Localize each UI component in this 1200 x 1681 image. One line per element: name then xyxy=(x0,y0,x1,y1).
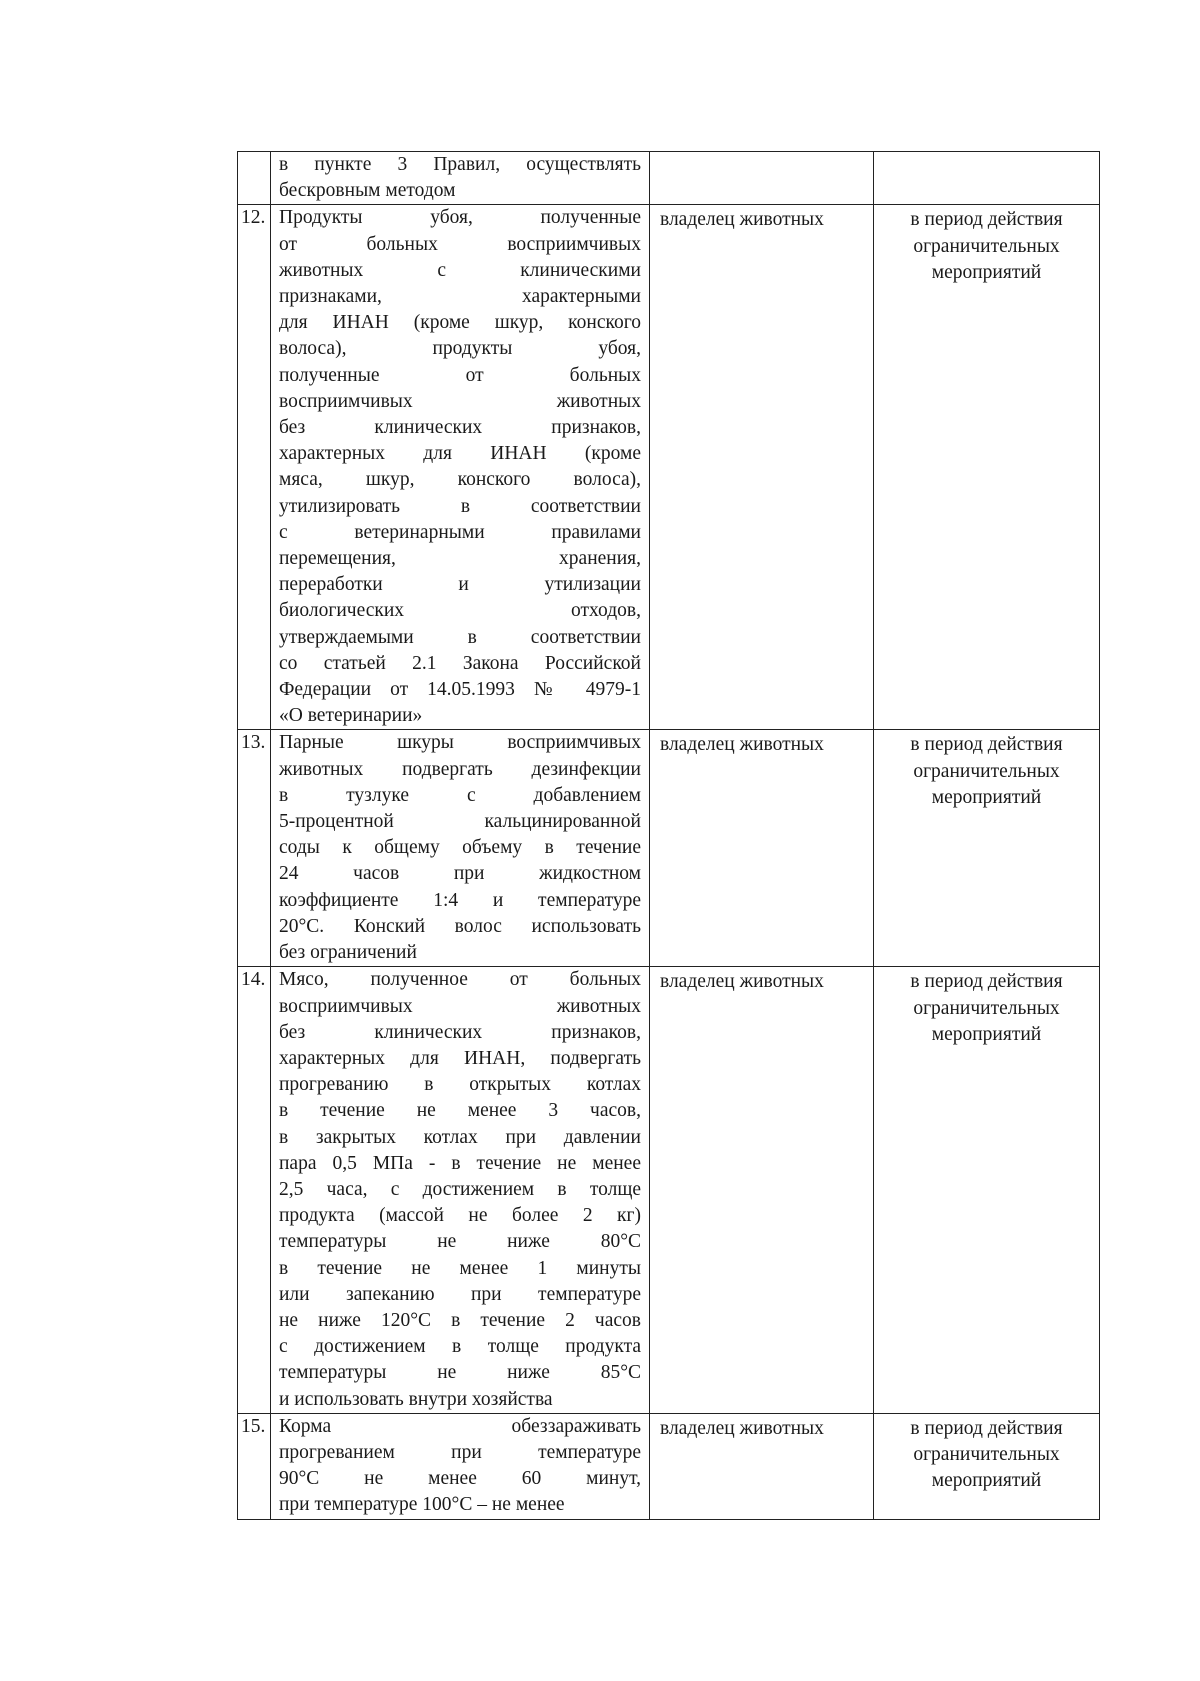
measure-text-line: температуры не ниже 80°С xyxy=(279,1231,641,1253)
row-number xyxy=(238,152,271,205)
measure-text-line: Парные шкуры восприимчивых xyxy=(279,732,641,754)
measure-text-line: характерных для ИНАН (кроме xyxy=(279,443,641,465)
row-number: 13. xyxy=(238,730,271,967)
measure-text-line: Корма обеззараживать xyxy=(279,1415,641,1437)
measure-text-line: 20°С. Конский волос использовать xyxy=(279,915,641,937)
measure-text-line: коэффициенте 1:4 и температуре xyxy=(279,889,641,911)
measure-text-line: полученные от больных xyxy=(279,364,641,386)
measure-text-line: в течение не менее 1 минуты xyxy=(279,1257,641,1279)
measure-text-line: переработки и утилизации xyxy=(279,574,641,596)
measure-text-line: «О ветеринарии» xyxy=(279,705,423,727)
measure-text-line: мяса, шкур, конского волоса), xyxy=(279,469,641,491)
table-row xyxy=(238,152,1100,205)
measure-text-line: утилизировать в соответствии xyxy=(279,495,641,517)
period-line: в период действия xyxy=(910,734,1063,756)
measure-text-line: без ограничений xyxy=(279,942,417,964)
measure-text xyxy=(271,1413,650,1519)
measure-text-line: или запеканию при температуре xyxy=(279,1283,641,1305)
table-row xyxy=(238,967,1100,1413)
measure-text-line: Мясо, полученное от больных xyxy=(279,969,641,991)
measure-text-line: в течение не менее 3 часов, xyxy=(279,1100,641,1122)
measure-text-line: животных с клиническими xyxy=(279,259,641,281)
responsible-party: владелец животных xyxy=(650,205,874,730)
measure-text-line: и использовать внутри хозяйства xyxy=(279,1388,553,1410)
measure-text-line: перемещения, хранения, xyxy=(279,548,641,570)
measure-text-line: характерных для ИНАН, подвергать xyxy=(279,1047,641,1069)
measure-text-line: не ниже 120°С в течение 2 часов xyxy=(279,1309,641,1331)
measure-text-line: в тузлуке с добавлением xyxy=(279,784,641,806)
period-cell xyxy=(874,967,1100,1413)
period-line: мероприятий xyxy=(931,261,1042,283)
period-cell xyxy=(874,730,1100,967)
measure-text-line: животных подвергать дезинфекции xyxy=(279,758,641,780)
measure-text-line: 90°С не менее 60 минут, xyxy=(279,1468,641,1490)
period-line: ограничительных xyxy=(913,760,1060,782)
measure-text-line: при температуре 100°С – не менее xyxy=(279,1494,565,1516)
table-row xyxy=(238,730,1100,967)
measure-text-line: восприимчивых животных xyxy=(279,390,641,412)
period-line: мероприятий xyxy=(931,1023,1042,1045)
measure-text-line: утверждаемыми в соответствии xyxy=(279,626,641,648)
table-row xyxy=(238,1413,1100,1519)
measure-text-line: для ИНАН (кроме шкур, конского xyxy=(279,312,641,334)
measure-text-line: признаками, характерными xyxy=(279,286,641,308)
period-line: в период действия xyxy=(910,971,1063,993)
period-cell xyxy=(874,205,1100,730)
period-line: мероприятий xyxy=(931,786,1042,808)
measure-text-line: биологических отходов, xyxy=(279,600,641,622)
measure-text-line: Продукты убоя, полученные xyxy=(279,207,641,229)
table-row xyxy=(238,205,1100,730)
period-cell xyxy=(874,1413,1100,1519)
measure-text-line: прогреванием при температуре xyxy=(279,1441,641,1463)
measure-text-line: прогреванию в открытых котлах xyxy=(279,1074,641,1096)
measure-text-line: с ветеринарными правилами xyxy=(279,521,641,543)
period-cell xyxy=(874,152,1100,205)
period-line: ограничительных xyxy=(913,1443,1060,1465)
responsible-party: владелец животных xyxy=(650,967,874,1413)
measure-text-line: с достижением в толще продукта xyxy=(279,1336,641,1358)
measure-text-line: Федерации от 14.05.1993 № 4979-1 xyxy=(279,679,641,701)
measure-text-line: 2,5 часа, с достижением в толще xyxy=(279,1178,641,1200)
measures-table xyxy=(237,151,1100,1520)
measure-text-line: в закрытых котлах при давлении xyxy=(279,1126,641,1148)
responsible-party xyxy=(650,152,874,205)
measure-text xyxy=(271,205,650,730)
measure-text-line: волоса), продукты убоя, xyxy=(279,338,641,360)
responsible-party: владелец животных xyxy=(650,1413,874,1519)
measure-text-line: 5-процентной кальцинированной xyxy=(279,811,641,833)
period-line: в период действия xyxy=(910,1417,1063,1439)
measure-text-line: в пункте 3 Правил, осуществлять xyxy=(279,154,641,175)
period-line: ограничительных xyxy=(913,997,1060,1019)
measure-text xyxy=(271,730,650,967)
measure-text-line: восприимчивых животных xyxy=(279,995,641,1017)
measure-text xyxy=(271,152,650,205)
measure-text-line: 24 часов при жидкостном xyxy=(279,863,641,885)
table-body xyxy=(238,152,1100,1520)
row-number: 15. xyxy=(238,1413,271,1519)
measure-text-line: без клинических признаков, xyxy=(279,1021,641,1043)
measure-text xyxy=(271,967,650,1413)
row-number: 12. xyxy=(238,205,271,730)
measure-text-line: от больных восприимчивых xyxy=(279,233,641,255)
period-line: ограничительных xyxy=(913,235,1060,257)
row-number: 14. xyxy=(238,967,271,1413)
period-line: мероприятий xyxy=(931,1470,1042,1492)
period-line: в период действия xyxy=(910,209,1063,231)
measure-text-line: продукта (массой не более 2 кг) xyxy=(279,1205,641,1227)
measure-text-line: со статьей 2.1 Закона Российской xyxy=(279,652,641,674)
measure-text-line: соды к общему объему в течение xyxy=(279,837,641,859)
measure-text-line: пара 0,5 МПа - в течение не менее xyxy=(279,1152,641,1174)
responsible-party: владелец животных xyxy=(650,730,874,967)
measure-text-line: температуры не ниже 85°С xyxy=(279,1362,641,1384)
measure-text-line: бескровным методом xyxy=(279,180,456,202)
measure-text-line: без клинических признаков, xyxy=(279,417,641,439)
